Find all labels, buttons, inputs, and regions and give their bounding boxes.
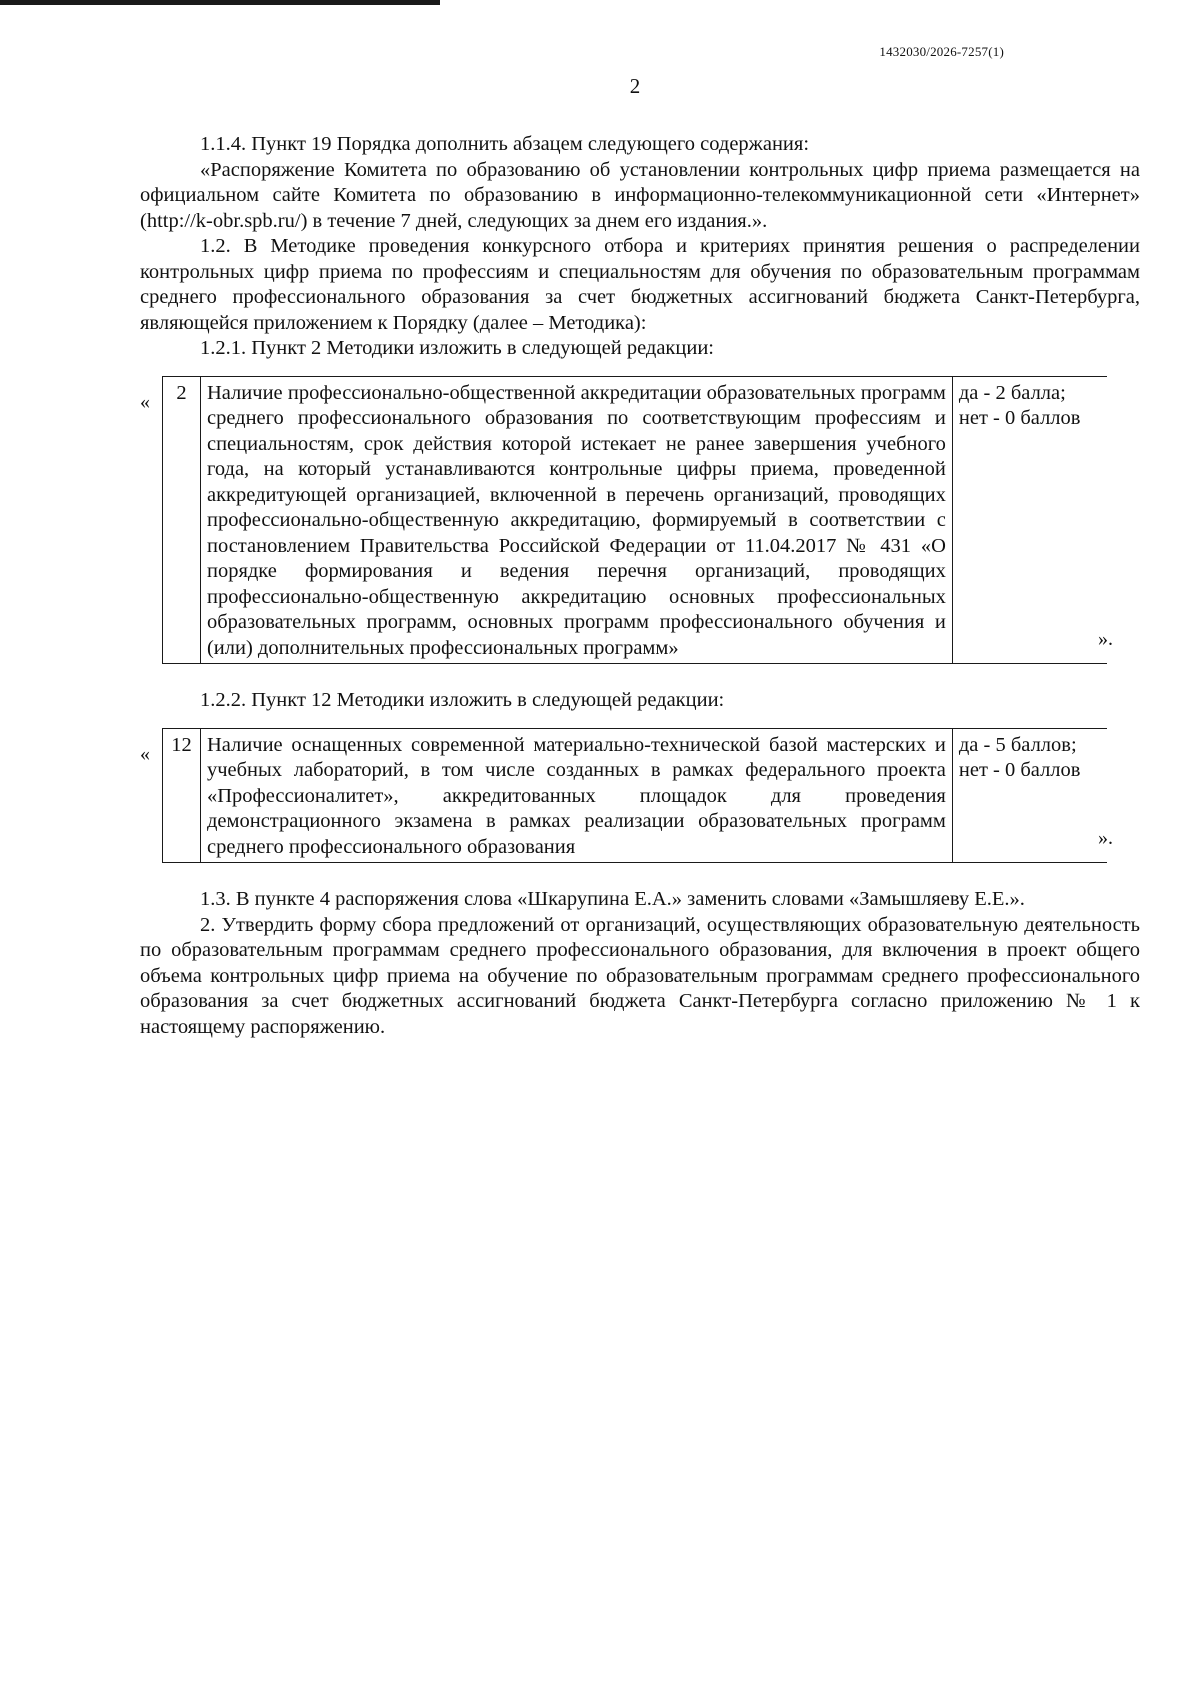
- paragraph-quote-order: «Распоряжение Комитета по образованию об установлении контрольных цифр приема размещается на официальном сайте Комитета по образованию в информационно-телекоммуникационной сети «Интернет» (http://k-obr.spb.ru/) в течение 7 дней, следующих за днем его издания.».: [140, 158, 1140, 232]
- table-quote-close: ».: [1098, 826, 1113, 849]
- score-yes: да - 2 балла;: [958, 381, 1066, 404]
- paragraph-2: 2. Утвердить форму сбора предложений от организаций, осуществляющих образовательную деятельность по образовательным программам среднего профессионального образования, для включения в проект общего объема контрольных цифр приема на обучение по образовательным программам среднего профессионального образования за счет бюджетных ассигнований бюджета Санкт-Петербурга согласно приложению № 1 к настоящему распоряжению.: [140, 913, 1140, 1038]
- criteria-table-1: [162, 376, 1107, 665]
- criterion-text: Наличие профессионально-общественной аккредитации образовательных программ среднего профессионального образования по соответствующим профессиям и специальностям, срок действия которой истекает не ранее завершения учебного года, на который устанавливаются контрольные цифры приема, проведенной аккредитующей организацией, включенной в перечень организаций, проводящих профессионально-общественную аккредитацию, формируемый в соответствии с постановлением Правительства Российской Федерации от 11.04.2017 № 431 «О порядке формирования и ведения перечня организаций, проводящих профессионально-общественную аккредитацию основных профессиональных образовательных программ, основных программ профессионального обучения и (или) дополнительных профессиональных программ»: [200, 376, 952, 664]
- row-number: 2: [163, 376, 201, 664]
- scan-artifact-bar: [0, 0, 440, 5]
- score-yes: да - 5 баллов;: [958, 733, 1077, 756]
- score-no: нет - 0 баллов: [958, 759, 1081, 781]
- page-number: 2: [629, 74, 641, 98]
- table-point-12: [140, 728, 1113, 864]
- paragraph-1-2-2: 1.2.2. Пункт 12 Методики изложить в следующей редакции:: [200, 689, 725, 711]
- table-quote-open: «: [140, 390, 150, 413]
- table-row: [163, 728, 1108, 863]
- criterion-score: [952, 728, 1107, 863]
- document-id: 1432030/2026-7257(1): [879, 44, 1004, 59]
- document-body: [140, 132, 1140, 1040]
- criteria-table-2: [162, 728, 1107, 864]
- criterion-score: [952, 376, 1107, 664]
- table-point-2: [140, 376, 1113, 665]
- table-row: [163, 376, 1108, 664]
- table-quote-close: ».: [1098, 627, 1113, 650]
- paragraph-1-1-4: 1.1.4. Пункт 19 Порядка дополнить абзацем следующего содержания:: [200, 133, 810, 155]
- paragraph-1-2: 1.2. В Методике проведения конкурсного отбора и критериях принятия решения о распределении контрольных цифр приема по профессиям и специальностям для обучения по образовательным программам среднего профессионального образования за счет бюджетных ассигнований бюджета Санкт-Петербурга, являющейся приложением к Порядку (далее – Методика):: [140, 235, 1140, 334]
- paragraph-1-2-1: 1.2.1. Пункт 2 Методики изложить в следующей редакции:: [200, 337, 715, 359]
- score-no: нет - 0 баллов: [958, 407, 1081, 429]
- criterion-text: Наличие оснащенных современной материально-технической базой мастерских и учебных лабораторий, в том числе созданных в рамках федерального проекта «Профессионалитет», аккредитованных площадок для проведения демонстрационного экзамена в рамках реализации образовательных программ среднего профессионального образования: [200, 728, 952, 863]
- paragraph-1-3: 1.3. В пункте 4 распоряжения слова «Шкарупина Е.А.» заменить словами «Замышляеву Е.Е.».: [200, 888, 1025, 910]
- row-number: 12: [163, 728, 201, 863]
- table-quote-open: «: [140, 742, 150, 765]
